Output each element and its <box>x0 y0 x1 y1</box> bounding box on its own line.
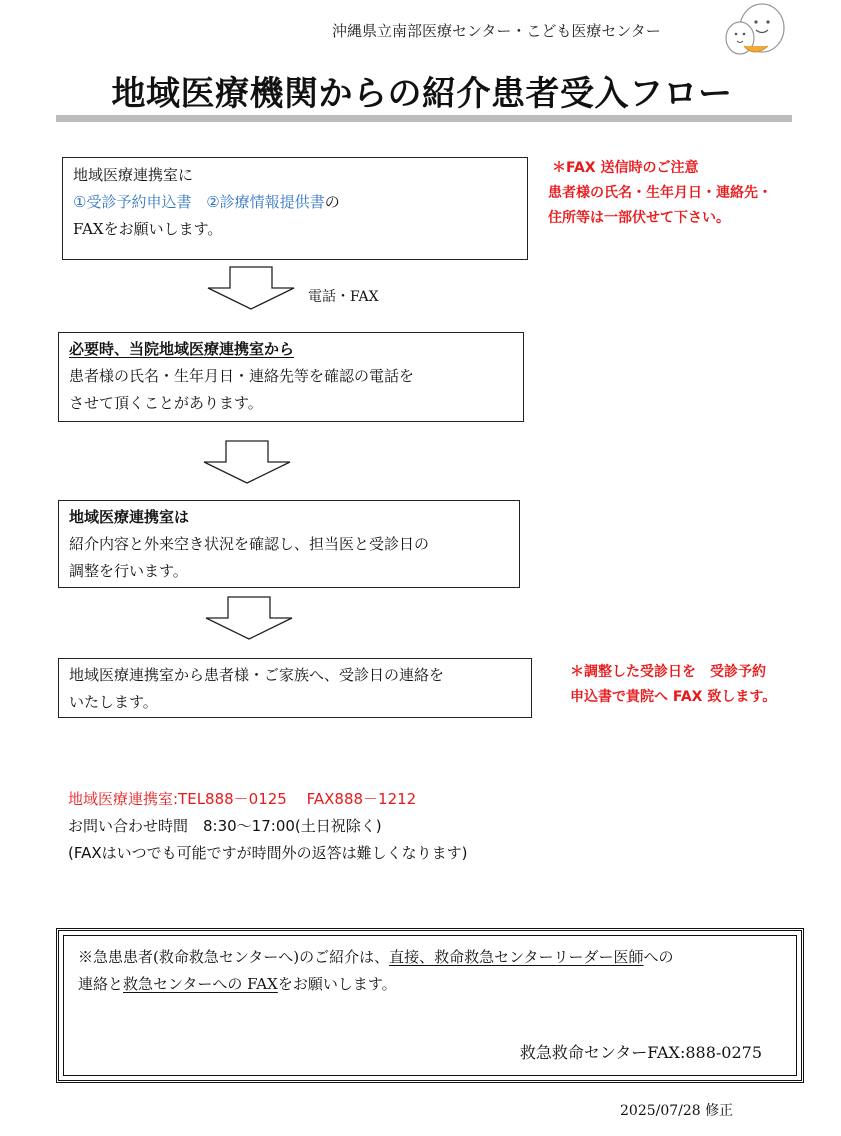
hospital-name: 沖縄県立南部医療センター・こども医療センター <box>332 22 661 40</box>
emergency-part6: をお願いします。 <box>277 975 397 993</box>
step4-line1: 地域医療連携室から患者様・ご家族へ、受診日の連絡を <box>69 666 445 684</box>
contact-method-label: 電話・FAX <box>308 289 379 305</box>
emergency-part3: への <box>643 948 674 966</box>
step2-line3: させて頂くことがあります。 <box>69 394 263 412</box>
fax-caution-title: ＊FAX 送信時のご注意 <box>552 160 699 176</box>
schedule-note-line1: ＊調整した受診日を 受診予約 <box>570 664 766 680</box>
step1-particle: の <box>324 193 340 211</box>
step1-line3: FAXをお願いします。 <box>73 220 223 238</box>
emergency-fax-number: 救急救命センターFAX:888-0275 <box>519 1043 762 1062</box>
fax-caution-line2: 患者様の氏名・生年月日・連絡先・ <box>548 185 772 201</box>
contact-fax-note: (FAXはいつでも可能ですが時間外の返答は難しくなります) <box>68 844 468 862</box>
step1-line1: 地域医療連携室に <box>73 166 194 184</box>
revision-date: 2025/07/28 修正 <box>620 1103 734 1119</box>
emergency-referral-box <box>56 928 804 1083</box>
down-arrow-icon <box>204 596 294 640</box>
page-title: 地域医療機関からの紹介患者受入フロー <box>111 74 733 114</box>
step1-doc1: ①受診予約申込書 <box>73 193 192 211</box>
step2-line1: 必要時、当院地域医療連携室から <box>69 340 295 358</box>
step2-line2: 患者様の氏名・生年月日・連絡先等を確認の電話を <box>69 367 415 385</box>
flow-step-1 <box>62 157 528 260</box>
step3-line2: 紹介内容と外来空き状況を確認し、担当医と受診日の <box>69 535 430 553</box>
contact-info <box>68 786 468 867</box>
down-arrow-icon <box>202 440 292 484</box>
title-underline <box>56 115 792 122</box>
contact-hours: お問い合わせ時間 8:30～17:00(土日祝除く) <box>68 817 382 835</box>
emergency-part4: 連絡と <box>78 975 124 993</box>
fax-caution-line3: 住所等は一部伏せて下さい。 <box>548 210 730 226</box>
fax-caution-note <box>548 156 772 231</box>
emergency-text <box>78 944 674 998</box>
schedule-note-line2: 申込書で貴院へ FAX 致します。 <box>570 689 777 705</box>
step3-line1: 地域医療連携室は <box>69 508 190 526</box>
contact-phone-fax: 地域医療連携室:TEL888－0125 FAX888－1212 <box>68 790 417 808</box>
flow-step-3 <box>58 500 520 588</box>
flow-step-4 <box>58 658 532 718</box>
flow-step-2 <box>58 332 524 422</box>
emergency-leader-doctor: 直接、救命救急センターリーダー医師 <box>389 948 644 966</box>
down-arrow-icon <box>206 266 296 310</box>
schedule-fax-note <box>570 660 776 710</box>
emergency-part1: ※急患患者(救命救急センターへ)のご紹介は、 <box>78 948 390 966</box>
step3-line3: 調整を行います。 <box>69 562 188 580</box>
step4-line2: いたします。 <box>69 693 158 711</box>
emergency-center-fax: 救急センターへの FAX <box>123 975 278 993</box>
mascot-logo-icon <box>714 2 790 62</box>
step1-doc2: ②診療情報提供書 <box>206 193 325 211</box>
